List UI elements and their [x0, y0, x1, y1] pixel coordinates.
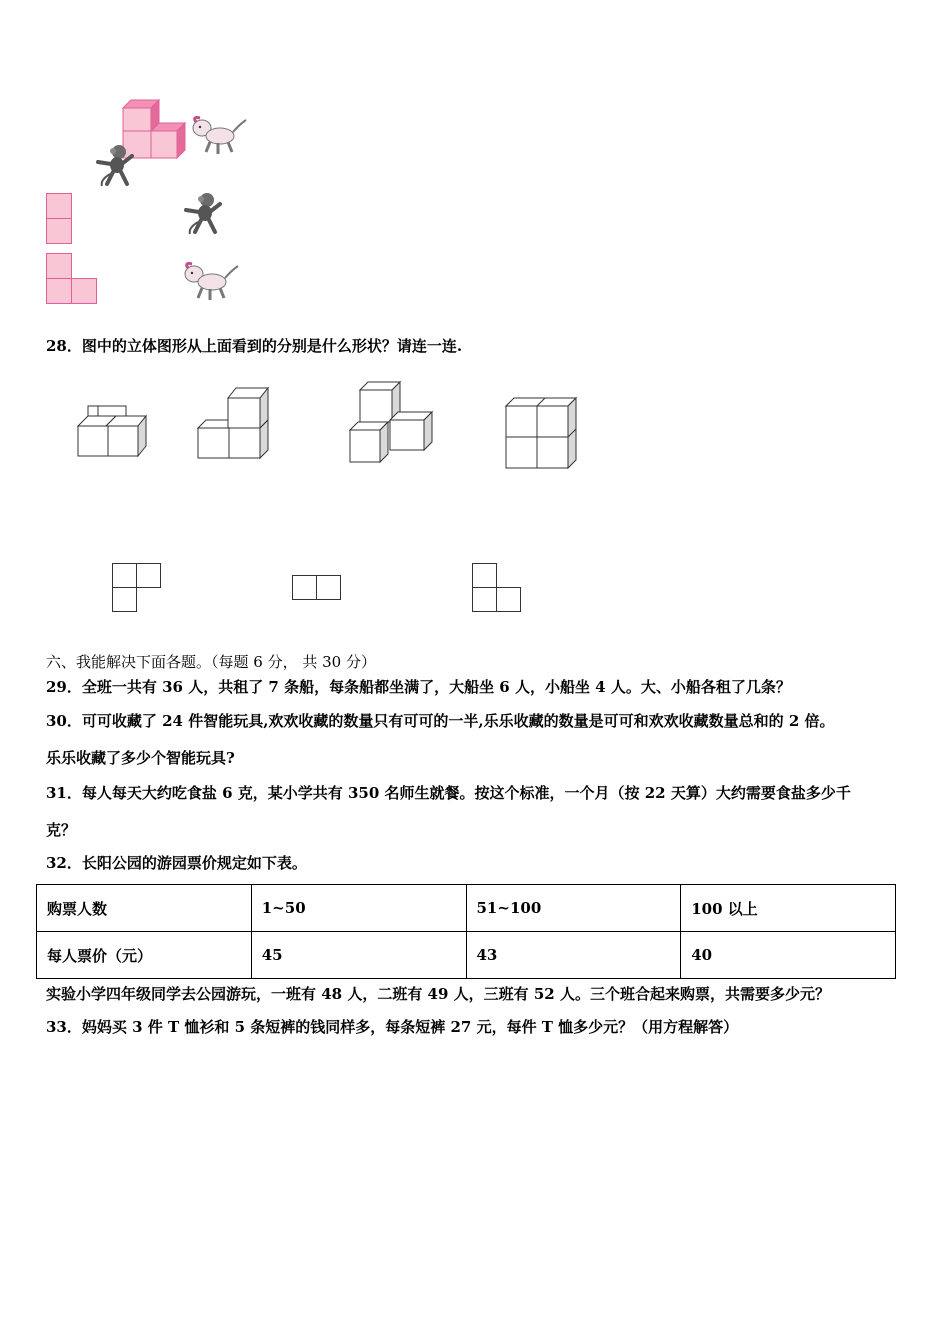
question-31-line2: 克？ [46, 821, 77, 839]
section-6-title: 六、我能解决下面各题。（每题 6 分， 共 30 分） [46, 653, 376, 671]
top-view-1 [112, 563, 164, 615]
question-32-text: 实验小学四年级同学去公园游玩，一班有 48 人，二班有 49 人，三班有 52 人。三个班合起来购票，共需要多少元？ [46, 985, 830, 1003]
table-row [37, 932, 896, 979]
table-cell: 100 以上 [681, 885, 896, 932]
dog-icon [188, 114, 248, 158]
table-cell: 40 [681, 932, 896, 979]
question-33: 33．妈妈买 3 件 T 恤衫和 5 条短裤的钱同样多，每条短裤 27 元，每件 T 恤多少元？（用方程解答） [46, 1018, 739, 1036]
top-view-2 [292, 575, 344, 603]
top-view-3 [472, 563, 524, 615]
table-cell: 1~50 [251, 885, 466, 932]
view-two-vertical [46, 193, 74, 245]
solid-figure-3 [348, 380, 434, 466]
dog-icon [180, 260, 240, 304]
monkey-icon [180, 190, 226, 236]
table-row [37, 885, 896, 932]
question-29: 29．全班一共有 36 人，共租了 7 条船，每条船都坐满了，大船坐 6 人，小船坐 4 人。大、小船各租了几条？ [46, 678, 791, 696]
table-cell: 购票人数 [37, 885, 252, 932]
question-31-line1: 31．每人每天大约吃食盐 6 克，某小学共有 350 名师生就餐。按这个标准，一个月（按 22 天算）大约需要食盐多少千 [46, 784, 851, 802]
question-30-line1: 30．可可收藏了 24 件智能玩具,欢欢收藏的数量只有可可的一半,乐乐收藏的数量是可可和欢欢收藏数量总和的 2 倍。 [46, 712, 835, 730]
question-32-intro: 32．长阳公园的游园票价规定如下表。 [46, 854, 307, 872]
table-cell: 43 [466, 932, 681, 979]
monkey-icon [92, 142, 138, 188]
solid-figure-1 [76, 404, 152, 458]
table-cell: 51~100 [466, 885, 681, 932]
view-l-shape [46, 253, 100, 305]
solid-figure-2 [196, 386, 272, 462]
ticket-price-table [36, 884, 896, 979]
question-28: 28．图中的立体图形从上面看到的分别是什么形状？请连一连. [46, 337, 463, 355]
table-cell: 每人票价（元） [37, 932, 252, 979]
table-cell: 45 [251, 932, 466, 979]
question-30-line2: 乐乐收藏了多少个智能玩具? [46, 749, 235, 767]
solid-figure-4 [504, 396, 580, 470]
